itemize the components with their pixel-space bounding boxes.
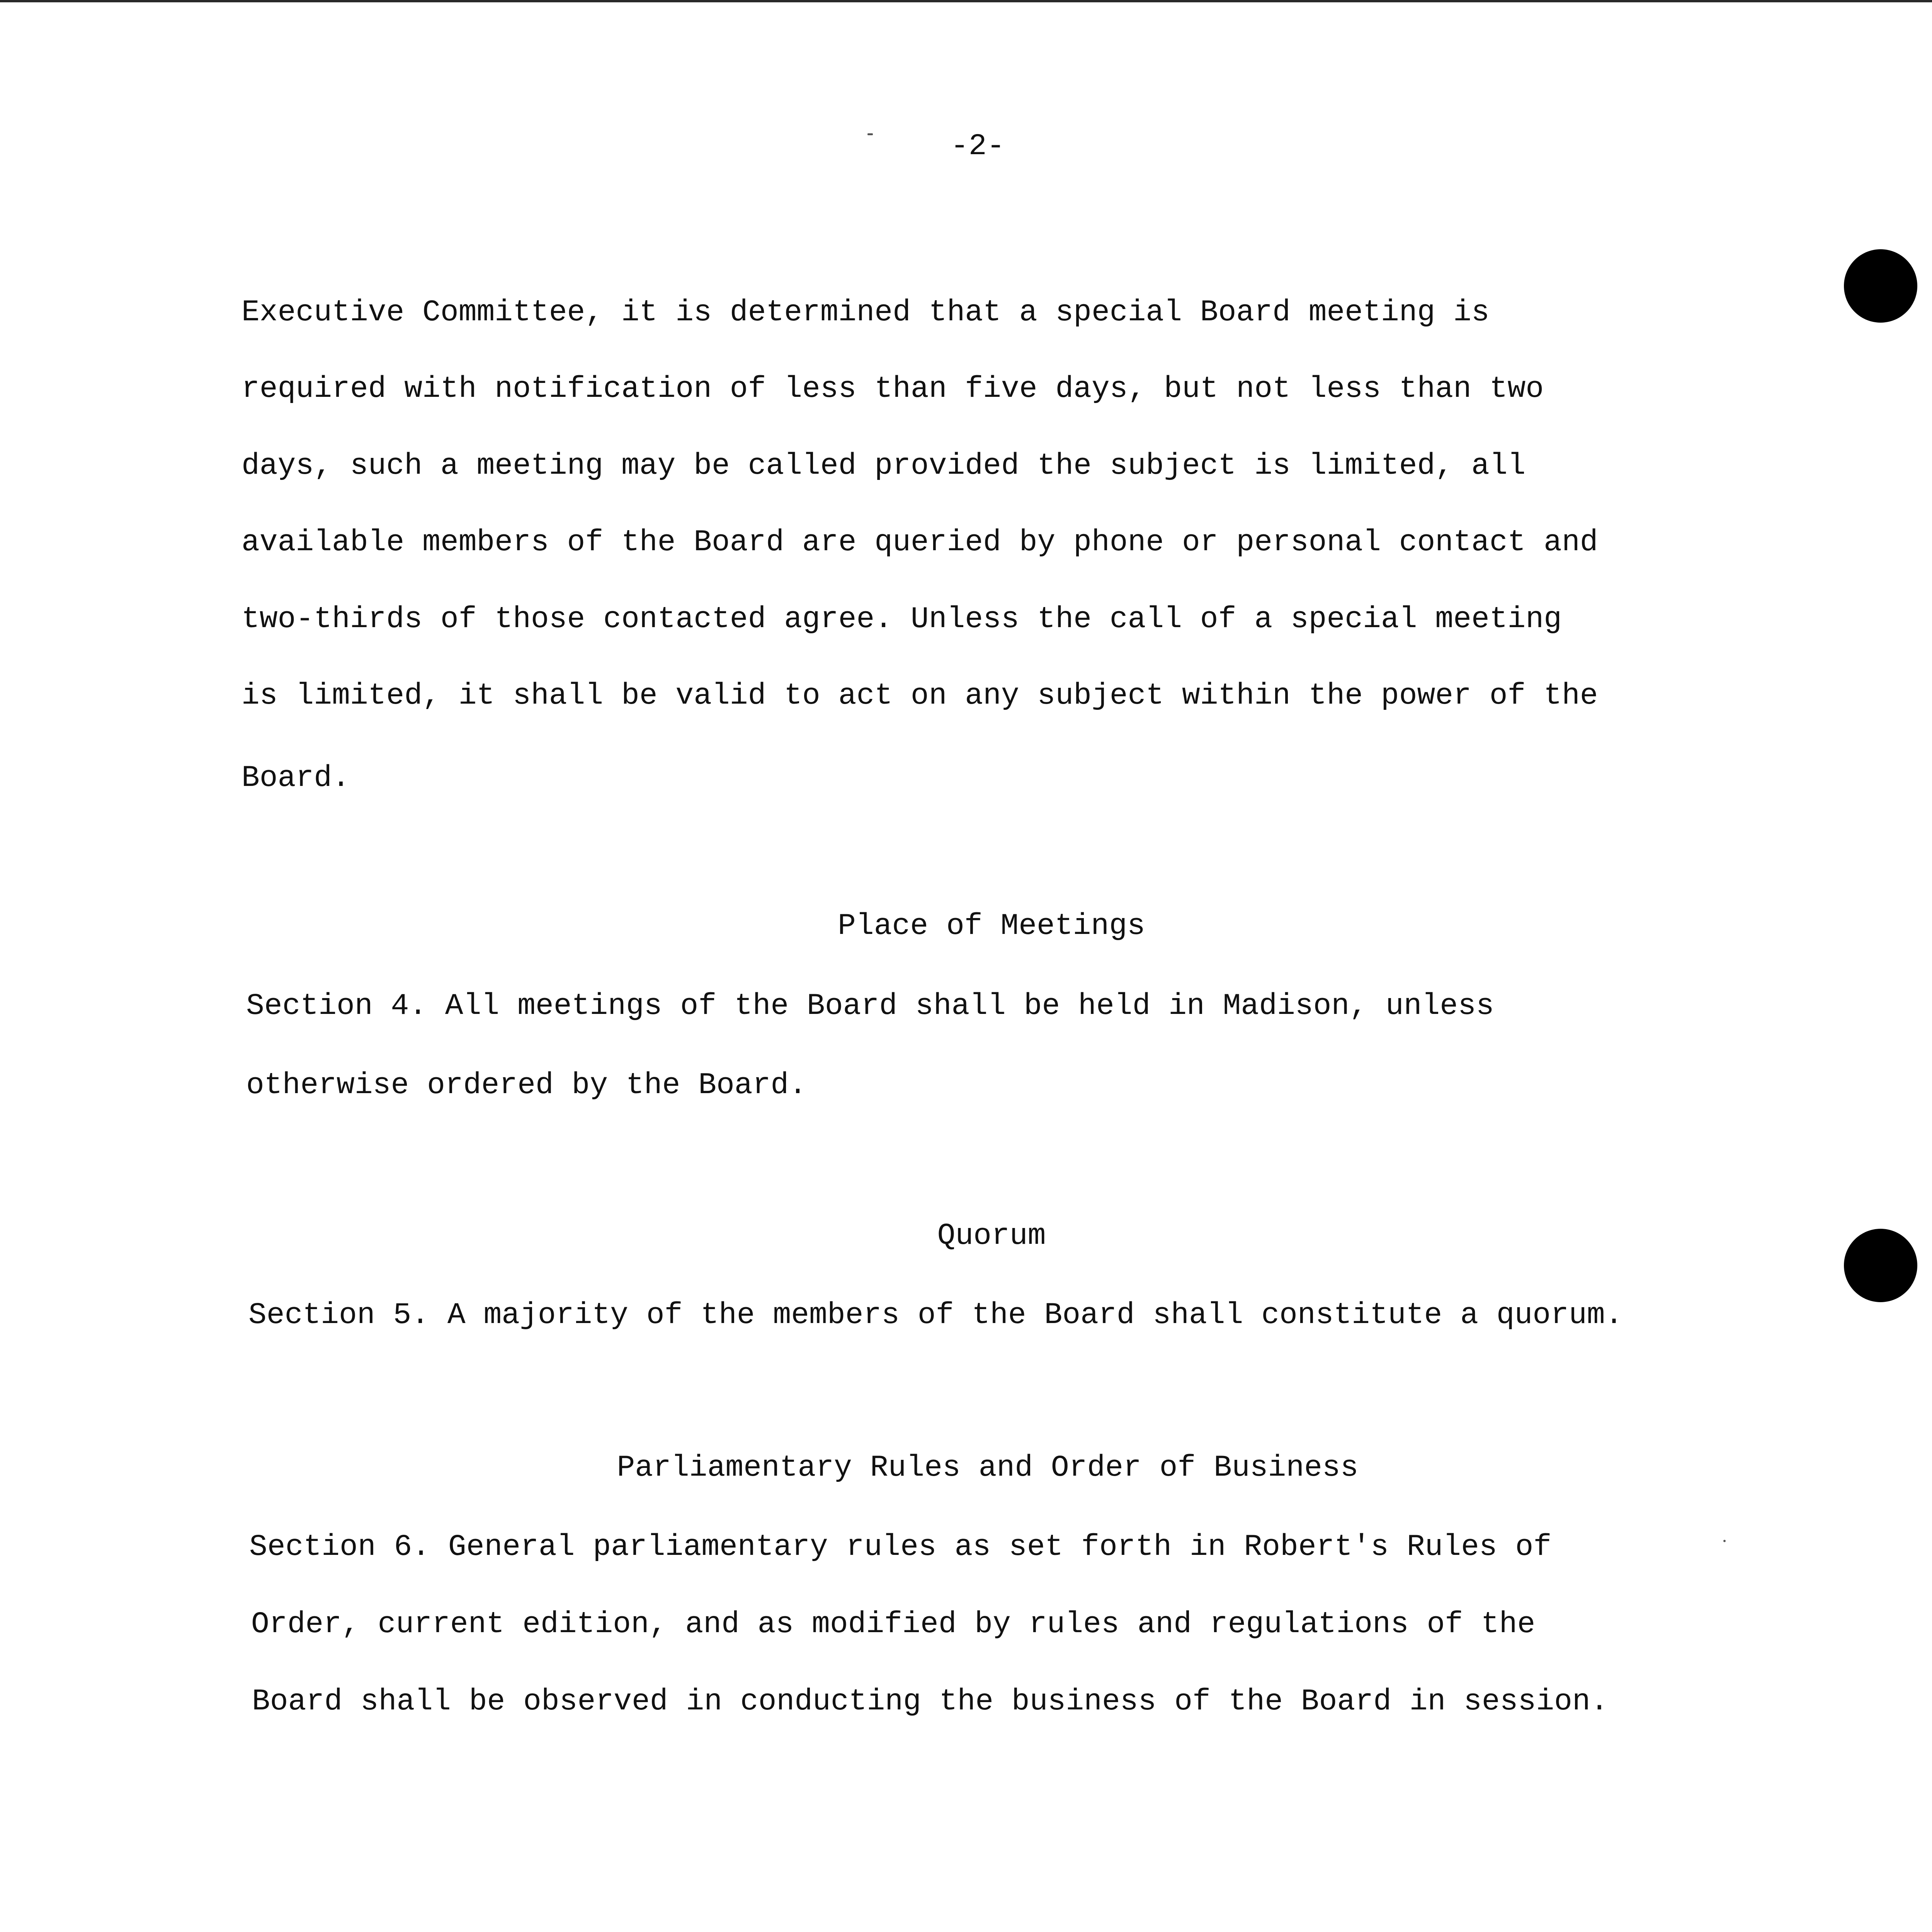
section-line: Board shall be observed in conducting the business of the Board in session. <box>252 1685 1609 1719</box>
section-line: Section 6. General parliamentary rules as set forth in Robert's Rules of <box>249 1530 1552 1564</box>
scan-speck <box>867 133 873 135</box>
section-line: Section 5. A majority of the members of the Board shall constitute a quorum. <box>248 1298 1623 1332</box>
paragraph-line: Executive Committee, it is determined that a special Board meeting is <box>242 296 1490 330</box>
section-line: otherwise ordered by the Board. <box>246 1068 807 1102</box>
scan-speck <box>1723 1540 1726 1542</box>
section-heading: Quorum <box>937 1219 1046 1253</box>
section-line: Section 4. All meetings of the Board shall be held in Madison, unless <box>246 989 1494 1023</box>
paragraph-line: available members of the Board are queried by phone or personal contact and <box>242 526 1598 560</box>
punch-hole-top <box>1844 249 1917 323</box>
section-heading: Parliamentary Rules and Order of Business <box>617 1451 1359 1485</box>
section-heading: Place of Meetings <box>838 909 1145 943</box>
paragraph-line: is limited, it shall be valid to act on any subject within the power of the <box>242 679 1598 713</box>
page-number: -2- <box>951 129 1005 163</box>
top-scan-edge <box>0 0 1932 2</box>
paragraph-line: two-thirds of those contacted agree. Unless the call of a special meeting <box>242 602 1562 636</box>
section-line: Order, current edition, and as modified by rules and regulations of the <box>251 1607 1536 1641</box>
paragraph-line: required with notification of less than five days, but not less than two <box>242 372 1544 406</box>
paragraph-line: days, such a meeting may be called provided the subject is limited, all <box>242 449 1526 483</box>
paragraph-line: Board. <box>242 761 350 795</box>
